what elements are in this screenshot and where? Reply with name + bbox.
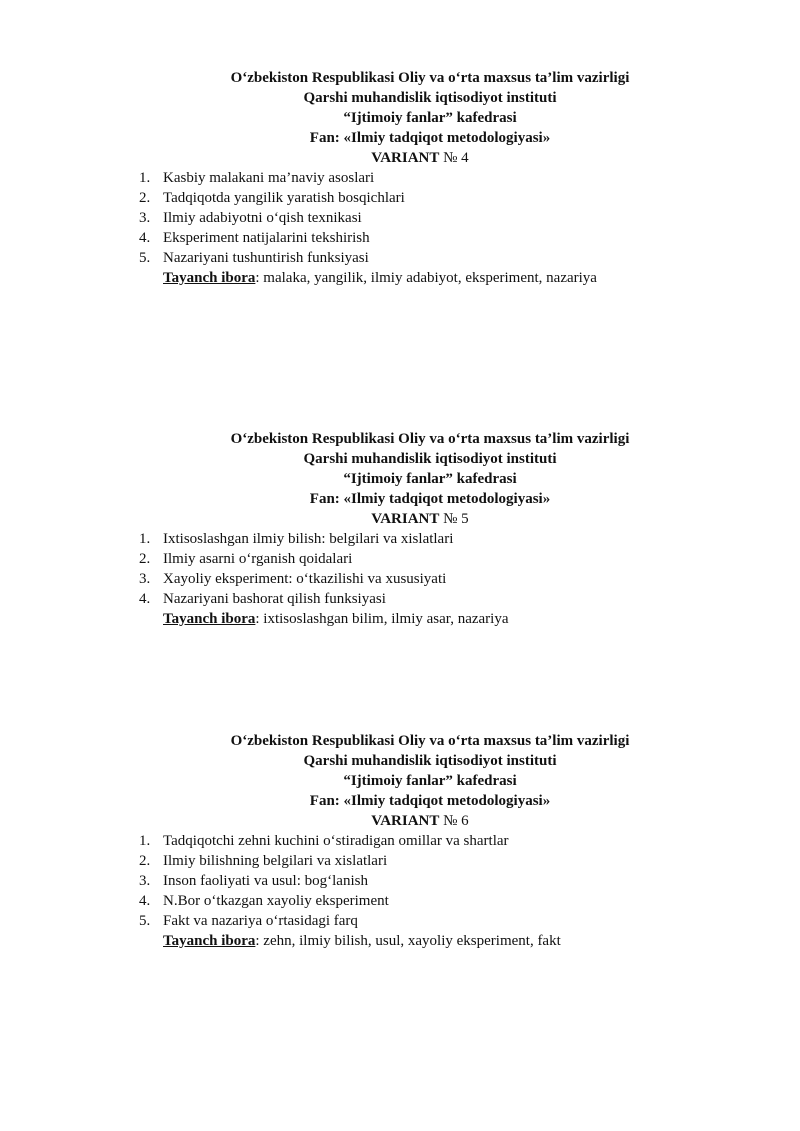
department-title: “Ijtimoiy fanlar” kafedrasi [343, 110, 517, 126]
item-text: Fakt va nazariya o‘rtasidagi farq [163, 913, 358, 929]
list-item [0, 589, 800, 609]
institute-title: Qarshi muhandislik iqtisodiyot instituti [303, 451, 557, 467]
item-text: N.Bor o‘tkazgan xayoliy eksperiment [163, 893, 389, 909]
variant-heading [0, 148, 800, 168]
item-text: Nazariyani bashorat qilish funksiyasi [163, 591, 386, 607]
ministry-title: O‘zbekiston Respublikasi Oliy va o‘rta maxsus ta’lim vazirligi [230, 733, 630, 749]
item-text: Inson faoliyati va usul: bog‘lanish [163, 873, 368, 889]
keywords-label: Tayanch ibora [163, 270, 256, 286]
variant-word: VARIANT [371, 511, 440, 527]
item-text: Tadqiqotchi zehni kuchini o‘stiradigan omillar va shartlar [163, 833, 509, 849]
variant-6-block [0, 731, 800, 951]
keywords-text: : ixtisoslashgan bilim, ilmiy asar, nazariya [255, 611, 509, 627]
item-text: Ilmiy bilishning belgilari va xislatlari [163, 853, 388, 869]
institute-title: Qarshi muhandislik iqtisodiyot instituti [303, 753, 557, 769]
keywords-label: Tayanch ibora [163, 611, 256, 627]
department-title: “Ijtimoiy fanlar” kafedrasi [343, 471, 517, 487]
item-text: Ixtisoslashgan ilmiy bilish: belgilari va xislatlari [163, 531, 454, 547]
item-text: Eksperiment natijalarini tekshirish [163, 230, 370, 246]
keywords-label: Tayanch ibora [163, 933, 256, 949]
item-number: 3. [139, 873, 151, 889]
list-item [0, 569, 800, 589]
variant-heading [0, 509, 800, 529]
ministry-title: O‘zbekiston Respublikasi Oliy va o‘rta maxsus ta’lim vazirligi [230, 70, 630, 86]
list-item [0, 831, 800, 851]
keywords-line [0, 931, 800, 951]
item-number: 1. [139, 833, 151, 849]
item-text: Xayoliy eksperiment: o‘tkazilishi va xususiyati [163, 571, 447, 587]
item-text: Nazariyani tushuntirish funksiyasi [163, 250, 369, 266]
item-text: Tadqiqotda yangilik yaratish bosqichlari [163, 190, 405, 206]
list-item [0, 188, 800, 208]
variant-heading [0, 811, 800, 831]
item-number: 4. [139, 893, 151, 909]
list-item [0, 248, 800, 268]
question-list [0, 831, 800, 931]
variant-number: № 4 [443, 150, 469, 166]
keywords-text: : zehn, ilmiy bilish, usul, xayoliy eksperiment, fakt [255, 933, 561, 949]
item-number: 5. [139, 913, 151, 929]
list-item [0, 549, 800, 569]
variant-word: VARIANT [371, 150, 440, 166]
institute-title: Qarshi muhandislik iqtisodiyot instituti [303, 90, 557, 106]
question-list [0, 168, 800, 268]
subject-title: Fan: «Ilmiy tadqiqot metodologiyasi» [309, 491, 551, 507]
list-item [0, 891, 800, 911]
keywords-text: : malaka, yangilik, ilmiy adabiyot, eksperiment, nazariya [255, 270, 597, 286]
list-item [0, 871, 800, 891]
item-number: 2. [139, 551, 151, 567]
question-list [0, 529, 800, 609]
department-title: “Ijtimoiy fanlar” kafedrasi [343, 773, 517, 789]
variant-number: № 5 [443, 511, 469, 527]
subject-title: Fan: «Ilmiy tadqiqot metodologiyasi» [309, 130, 551, 146]
item-number: 1. [139, 170, 151, 186]
item-number: 1. [139, 531, 151, 547]
item-text: Ilmiy asarni o‘rganish qoidalari [163, 551, 353, 567]
item-number: 3. [139, 210, 151, 226]
keywords-line [0, 268, 800, 288]
ministry-title: O‘zbekiston Respublikasi Oliy va o‘rta maxsus ta’lim vazirligi [230, 431, 630, 447]
list-item [0, 911, 800, 931]
list-item [0, 208, 800, 228]
item-number: 2. [139, 190, 151, 206]
variant-number: № 6 [443, 813, 469, 829]
item-number: 5. [139, 250, 151, 266]
variant-4-block [0, 68, 800, 288]
item-text: Ilmiy adabiyotni o‘qish texnikasi [163, 210, 362, 226]
variant-5-block [0, 429, 800, 629]
keywords-line [0, 609, 800, 629]
list-item [0, 228, 800, 248]
list-item [0, 529, 800, 549]
list-item [0, 851, 800, 871]
subject-title: Fan: «Ilmiy tadqiqot metodologiyasi» [309, 793, 551, 809]
item-number: 4. [139, 230, 151, 246]
item-number: 3. [139, 571, 151, 587]
item-number: 2. [139, 853, 151, 869]
variant-word: VARIANT [371, 813, 440, 829]
list-item [0, 168, 800, 188]
item-number: 4. [139, 591, 151, 607]
item-text: Kasbiy malakani ma’naviy asoslari [163, 170, 375, 186]
